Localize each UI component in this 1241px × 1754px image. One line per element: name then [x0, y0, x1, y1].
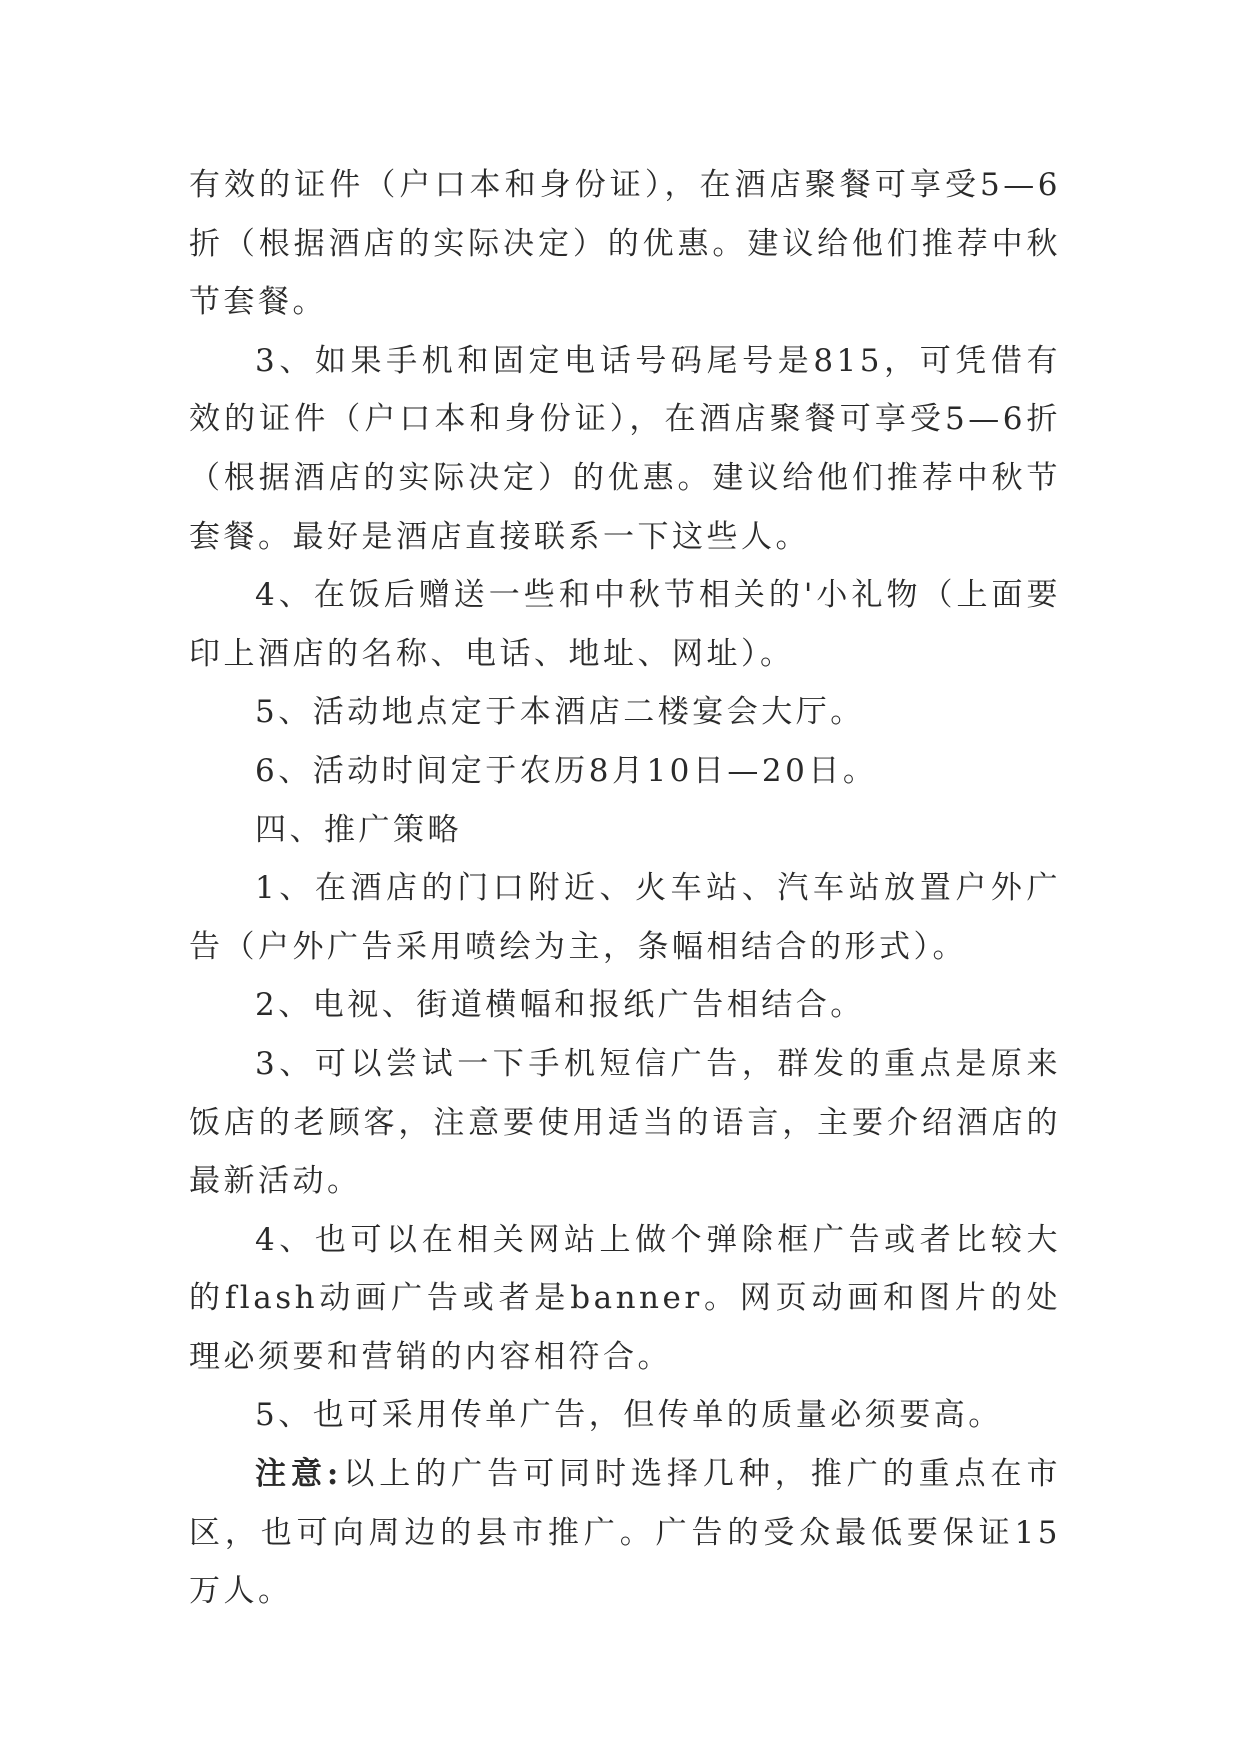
paragraph-strategy-2-media: 2、电视、街道横幅和报纸广告相结合。 — [255, 987, 865, 1024]
document-body — [189, 156, 1061, 1621]
note-label: 注意: — [255, 1456, 342, 1493]
paragraph-strategy-1-outdoor: 1、在酒店的门口附近、火车站、汽车站放置户外广告（户外广告采用喷绘为主，条幅相结合的形式）。 — [189, 870, 1061, 965]
paragraph-strategy-4-web: 4、也可以在相关网站上做个弹除框广告或者比较大的flash动画广告或者是banner。网页动画和图片的处理必须要和营销的内容相符合。 — [189, 1221, 1061, 1375]
section-heading-promotion-strategy: 四、推广策略 — [255, 811, 462, 848]
paragraph-item-3-phone-discount: 3、如果手机和固定电话号码尾号是815，可凭借有效的证件（户口本和身份证），在酒店聚餐可享受5—6折（根据酒店的实际决定）的优惠。建议给他们推荐中秋节套餐。最好是酒店直接联系一下这些人。 — [189, 342, 1061, 555]
paragraph-item-6-time: 6、活动时间定于农历8月10日—20日。 — [255, 752, 878, 789]
paragraph-item-5-location: 5、活动地点定于本酒店二楼宴会大厅。 — [255, 694, 865, 731]
paragraph-item-4-gifts: 4、在饭后赠送一些和中秋节相关的'小礼物（上面要印上酒店的名称、电话、地址、网址）。 — [189, 577, 1061, 672]
paragraph-continued: 有效的证件（户口本和身份证），在酒店聚餐可享受5—6折（根据酒店的实际决定）的优惠。建议给他们推荐中秋节套餐。 — [189, 167, 1061, 321]
paragraph-strategy-5-flyers: 5、也可采用传单广告，但传单的质量必须要高。 — [255, 1397, 1003, 1434]
paragraph-note — [189, 1445, 1061, 1621]
paragraph-strategy-3-sms: 3、可以尝试一下手机短信广告，群发的重点是原来饭店的老顾客，注意要使用适当的语言，主要介绍酒店的最新活动。 — [189, 1045, 1061, 1200]
note-text: 以上的广告可同时选择几种，推广的重点在市区，也可向周边的县市推广。广告的受众最低要保证15万人。 — [189, 1456, 1061, 1610]
